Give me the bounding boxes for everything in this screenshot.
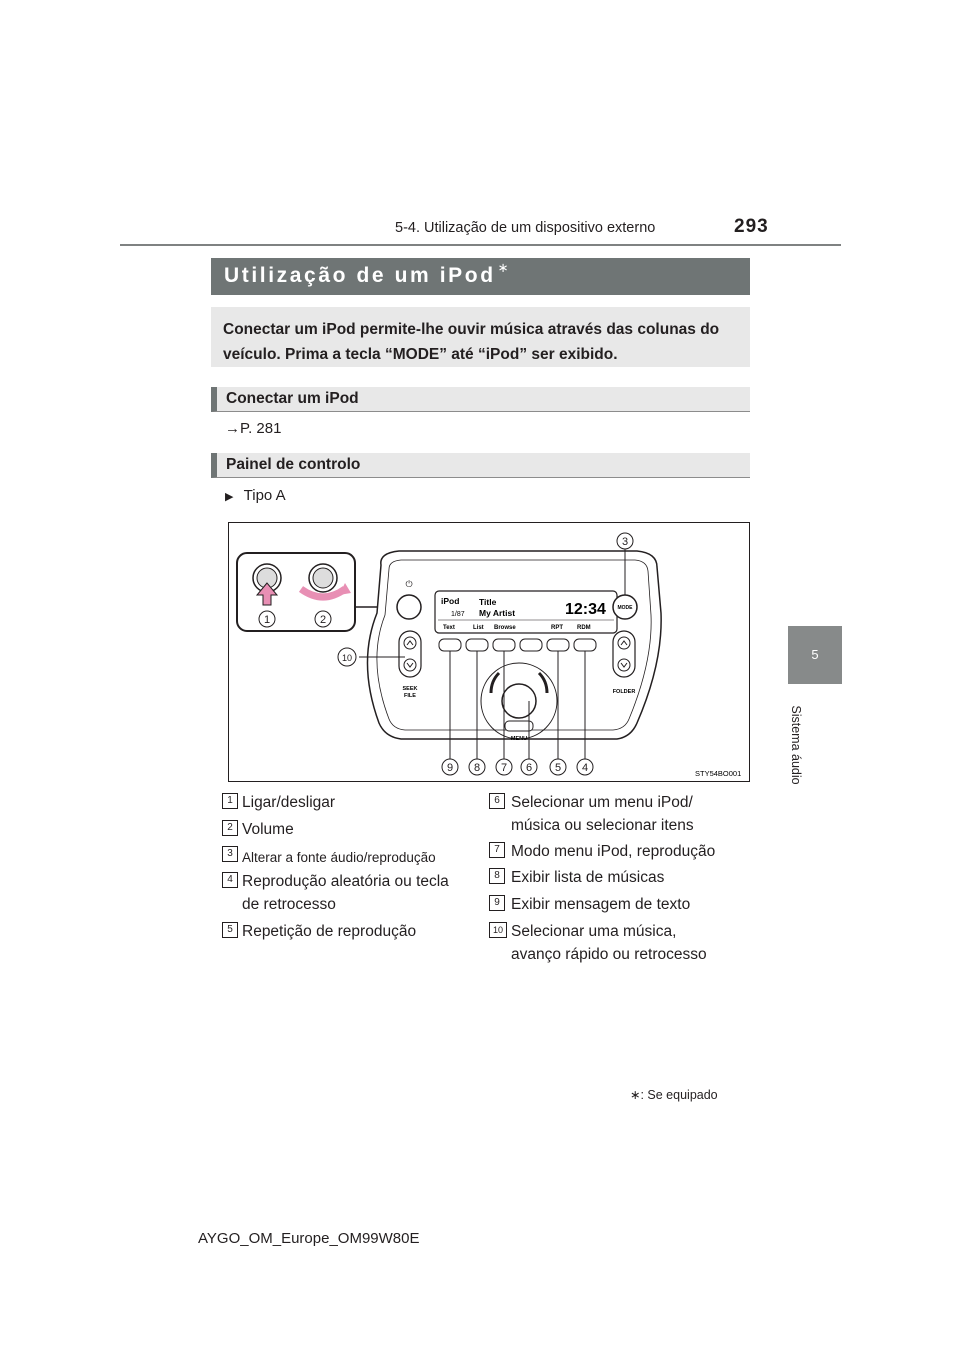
chapter-label: Sistema áudio [789,705,803,785]
power-symbol-icon: ⏻ [405,579,413,589]
control-panel-illustration [229,523,749,781]
seek-label: SEEK [402,686,418,692]
callout-7: 7 [500,762,508,774]
page-reference-link[interactable]: →P. 281 [225,420,282,437]
chapter-tab: 5 [788,626,842,684]
callout-6: 6 [525,762,533,774]
page-number: 293 [734,216,769,237]
type-label-text: Tipo A [243,487,286,504]
type-label [225,487,286,504]
triangle-bullet-icon: ▶ [225,491,234,503]
callout-9: 9 [446,762,454,774]
legend-num-8: 8 [489,868,505,884]
folder-label: FOLDER [612,689,636,695]
softkey-text: Text [443,625,455,631]
page-title-text: Utilização de um iPod [224,264,496,287]
chapter-label-wrapper [786,690,806,800]
title-bar [211,258,750,295]
soft-button-7 [493,639,515,651]
section-header: 5-4. Utilização de um dispositivo externo [395,220,656,236]
soft-button-blank [520,639,542,651]
seek-up-icon [404,637,416,649]
softkey-rdm: RDM [577,625,591,631]
legend-text-6a: Selecionar um menu iPod/ [511,794,693,811]
subheading-connect-label: Conectar um iPod [226,390,359,407]
legend-num-6: 6 [489,793,505,809]
figure-code: STY54BO001 [695,769,742,778]
legend-text-3: Alterar a fonte áudio/reprodução [242,850,436,865]
legend-num-10: 10 [489,922,507,938]
footnote: ∗: Se equipado [630,1088,718,1102]
callout-2: 2 [319,614,327,626]
display-source: iPod [441,596,460,606]
legend-num-7: 7 [489,842,505,858]
equipped-marker: ∗ [497,260,509,275]
subheading-connect [211,387,750,412]
subheading-control-panel-label: Painel de controlo [226,456,361,473]
document-footer: AYGO_OM_Europe_OM99W80E [198,1230,420,1247]
legend-text-2: Volume [242,821,294,838]
callout-1: 1 [263,614,271,626]
seek-down-icon [404,659,416,671]
legend-text-4a: Reprodução aleatória ou tecla [242,873,449,890]
legend-text-8: Exibir lista de músicas [511,869,665,886]
select-knob [502,684,536,718]
legend-num-5: 5 [222,922,238,938]
legend-text-10a: Selecionar uma música, [511,923,677,940]
callout-10: 10 [341,653,353,663]
file-label: FILE [404,693,416,699]
softkey-browse: Browse [494,625,516,631]
legend-num-9: 9 [489,895,505,911]
mode-label: MODE [617,605,633,611]
legend-num-2: 2 [222,820,238,836]
subheading-control-panel [211,453,750,478]
legend-text-10b: avanço rápido ou retrocesso [511,946,707,963]
legend-num-4: 4 [222,872,238,888]
display-clock: 12:34 [565,601,606,618]
callout-8: 8 [473,762,481,774]
soft-button-5 [547,639,569,651]
legend-text-7: Modo menu iPod, reprodução [511,843,716,860]
control-panel-figure [228,522,750,782]
soft-button-9 [439,639,461,651]
legend-text-1: Ligar/desligar [242,794,336,811]
soft-button-4 [574,639,596,651]
intro-box [211,307,750,367]
legend-num-3: 3 [222,846,238,862]
callout-4: 4 [581,762,589,774]
softkey-rpt: RPT [551,625,563,631]
header-rule [120,244,841,246]
legend-text-4b: de retrocesso [242,896,336,913]
power-button [397,595,421,619]
legend-num-1: 1 [222,793,238,809]
intro-text: Conectar um iPod permite-lhe ouvir música através das colunas do veículo. Prima a tecla “MODE” até “iPod” ser exibido. [223,321,720,363]
display-track: 1/87 [451,611,465,618]
display-artist: My Artist [479,608,516,618]
legend-text-9: Exibir mensagem de texto [511,896,691,913]
soft-button-8 [466,639,488,651]
folder-down-icon [618,659,630,671]
volume-knob-inner-icon [313,568,333,588]
legend-text-5: Repetição de reprodução [242,923,417,940]
menu-label: MENU [510,736,528,742]
display-title: Title [479,597,497,607]
callout-5: 5 [554,762,562,774]
folder-up-icon [618,637,630,649]
softkey-list: List [473,625,484,631]
legend-text-6b: música ou selecionar itens [511,817,694,834]
callout-3: 3 [621,536,629,548]
page-title [224,260,509,288]
